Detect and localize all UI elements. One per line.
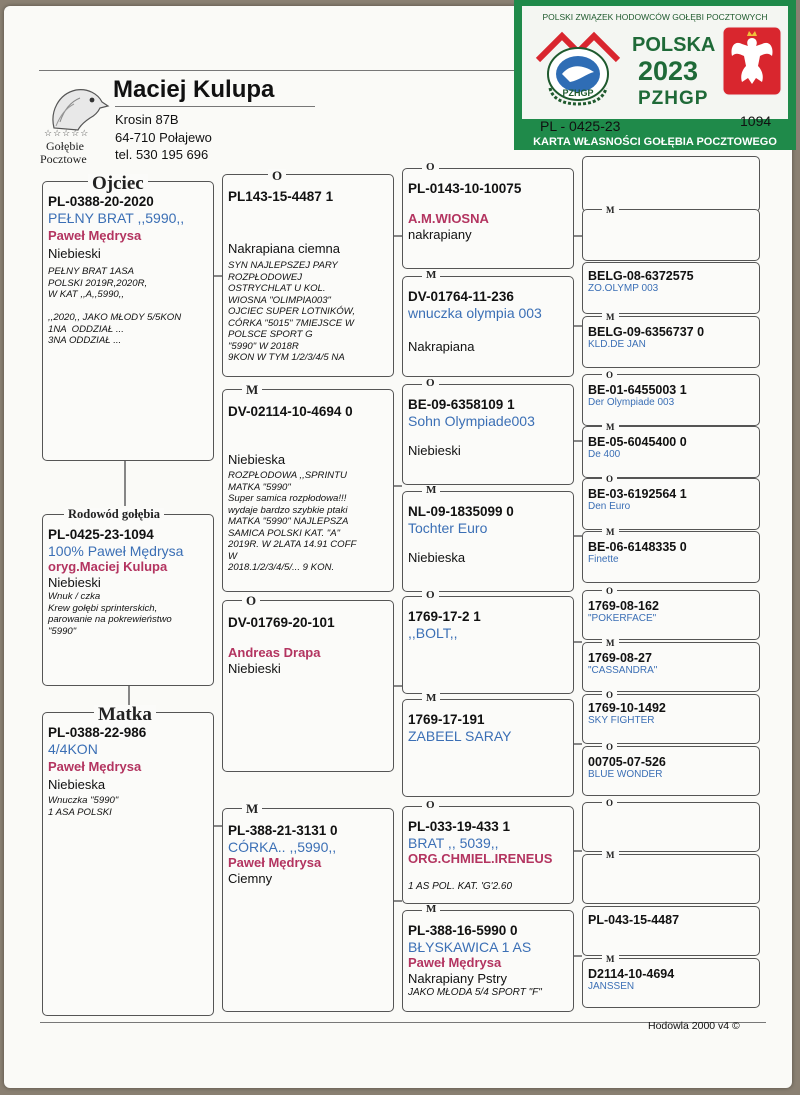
gen4-box-7[interactable] <box>582 478 760 530</box>
pedigree-card <box>4 6 792 1088</box>
gen2-mf-color: Niebieski <box>228 661 281 676</box>
gen4-label-11: O <box>602 691 617 700</box>
gen3-box-4[interactable] <box>402 491 574 592</box>
gen4-name-6: De 400 <box>588 449 621 460</box>
father-color: Niebieski <box>48 246 101 261</box>
mother-breeder: Paweł Mędrysa <box>48 759 142 774</box>
gen3-ring-8: PL-388-16-5990 0 <box>408 923 518 938</box>
gen3-color-4: Niebieska <box>408 550 466 565</box>
gen2-mm-color: Ciemny <box>228 871 273 886</box>
badge-org: POLSKI ZWIĄZEK HODOWCÓW GOŁĘBI POCZTOWYCH <box>542 12 768 22</box>
gen3-box-5[interactable] <box>402 596 574 694</box>
gen4-ring-3: BELG-08-6372575 <box>588 269 694 283</box>
gen2-mf-box[interactable] <box>222 600 394 772</box>
gen4-box-10[interactable] <box>582 642 760 692</box>
gen4-name-4: KLD.DE JAN <box>588 339 646 350</box>
gen2-mm-ring: PL-388-21-3131 0 <box>228 823 338 838</box>
gen2-fm-box[interactable] <box>222 389 394 592</box>
gen4-label-7: O <box>602 475 617 484</box>
gen4-box-8[interactable] <box>582 531 760 583</box>
gen4-label-13: O <box>602 799 617 808</box>
gen2-mf-ring: DV-01769-20-101 <box>228 615 335 630</box>
gen4-box-3[interactable] <box>582 262 760 314</box>
gen4-name-12: BLUE WONDER <box>588 769 663 780</box>
gen3-breeder-8: Paweł Mędrysa <box>408 955 502 970</box>
gen3-label-3: O <box>422 378 439 389</box>
father-line2: PEŁNY BRAT ,,5990,, <box>48 210 185 226</box>
gen2-mf-breeder: Andreas Drapa <box>228 645 321 660</box>
gen3-line2-5: ,,BOLT,, <box>408 625 458 641</box>
gen4-name-11: SKY FIGHTER <box>588 715 655 726</box>
gen3-label-1: O <box>422 162 439 173</box>
subject-color: Niebieski <box>48 575 101 590</box>
gen3-label-2: M <box>422 270 440 281</box>
gen3-line2-6: ZABEEL SARAY <box>408 728 512 744</box>
gen4-name-3: ZO.OLYMP 003 <box>588 283 659 294</box>
badge-year: 2023 <box>638 56 699 86</box>
badge-number: 1094 <box>740 113 772 129</box>
gen3-box-6[interactable] <box>402 699 574 797</box>
gen3-ring-6: 1769-17-191 <box>408 712 485 727</box>
owner-address2: 64-710 Połajewo <box>115 130 212 145</box>
gen4-ring-5: BE-01-6455003 1 <box>588 383 687 397</box>
gen4-ring-7: BE-03-6192564 1 <box>588 487 687 501</box>
gen2-mm-line2: CÓRKA.. ,,5990,, <box>228 839 337 855</box>
gen3-box-1[interactable] <box>402 168 574 269</box>
gen4-label-8: M <box>602 528 619 537</box>
subject-note: Wnuk / czka Krew gołębi sprinterskich, parowanie na pokrewieństwo "5990" <box>48 591 172 637</box>
gen3-note-8: JAKO MŁODA 5/4 SPORT "F" <box>408 987 542 998</box>
gen3-line2-8: BŁYSKAWICA 1 AS <box>408 939 532 955</box>
subject-box[interactable] <box>42 514 214 686</box>
gen3-color-8: Nakrapiany Pstry <box>408 971 507 986</box>
gen4-name-10: "CASSANDRA" <box>588 665 658 676</box>
gen3-box-8[interactable] <box>402 910 574 1012</box>
gen2-fm-color: Niebieska <box>228 452 286 467</box>
svg-text:PZHGP: PZHGP <box>562 88 594 98</box>
badge-short: PZHGP <box>638 88 709 109</box>
gen4-box-6[interactable] <box>582 426 760 478</box>
mother-line2: 4/4KON <box>48 741 98 757</box>
gen4-label-6: M <box>602 423 619 432</box>
gen4-box-15[interactable] <box>582 906 760 956</box>
gen4-box-1[interactable] <box>582 156 760 212</box>
badge-title: KARTA WŁASNOŚCI GOŁĘBIA POCZTOWEGO <box>533 136 777 148</box>
gen2-mm-label: M <box>242 802 262 815</box>
gen3-ring-1: PL-0143-10-10075 <box>408 181 522 196</box>
gen3-breeder-1: A.M.WIOSNA <box>408 211 489 226</box>
gen4-box-5[interactable] <box>582 374 760 426</box>
badge-ring: PL - 0425-23 <box>540 118 621 134</box>
gen3-color-3: Niebieski <box>408 443 461 458</box>
gen3-note-7: 1 AS POL. KAT. 'G'2.60 <box>408 881 513 892</box>
gen3-label-7: O <box>422 800 439 811</box>
logo-line2: Pocztowe <box>40 152 87 166</box>
gen3-label-8: M <box>422 904 440 915</box>
subject-line2: 100% Paweł Mędrysa <box>48 543 184 559</box>
father-label: Ojciec <box>88 174 148 193</box>
gen3-line2-3: Sohn Olympiade003 <box>408 413 535 429</box>
gen2-mf-label: O <box>242 594 260 607</box>
gen3-box-7[interactable] <box>402 806 574 904</box>
gen4-box-12[interactable] <box>582 746 760 796</box>
gen4-name-8: Finette <box>588 554 619 565</box>
gen4-box-13[interactable] <box>582 802 760 852</box>
gen2-ff-box[interactable] <box>222 174 394 377</box>
gen3-label-6: M <box>422 693 440 704</box>
logo-line1: Gołębie <box>46 139 84 153</box>
gen3-line2-4: Tochter Euro <box>408 520 488 536</box>
father-ring: PL-0388-20-2020 <box>48 194 154 209</box>
gen4-name-16: JANSSEN <box>588 981 635 992</box>
gen3-ring-2: DV-01764-11-236 <box>408 289 514 304</box>
gen3-label-4: M <box>422 485 440 496</box>
father-box[interactable] <box>42 181 214 461</box>
mother-ring: PL-0388-22-986 <box>48 725 147 740</box>
gen2-fm-label: M <box>242 383 262 396</box>
subject-line3: oryg.Maciej Kulupa <box>48 559 168 574</box>
gen3-line2-7: BRAT ,, 5039,, <box>408 835 499 851</box>
owner-address1: Krosin 87B <box>115 112 179 127</box>
gen3-label-5: O <box>422 590 439 601</box>
gen4-ring-12: 00705-07-526 <box>588 755 666 769</box>
mother-note: Wnuczka "5990" 1 ASA POLSKI <box>48 795 119 818</box>
father-breeder: Paweł Mędrysa <box>48 228 142 243</box>
gen4-box-4[interactable] <box>582 316 760 368</box>
gen2-fm-ring: DV-02114-10-4694 0 <box>228 404 353 419</box>
gen4-ring-4: BELG-09-6356737 0 <box>588 325 705 339</box>
gen2-mm-breeder: Paweł Mędrysa <box>228 855 322 870</box>
gen4-ring-9: 1769-08-162 <box>588 599 659 613</box>
gen4-label-12: O <box>602 743 617 752</box>
gen4-box-9[interactable] <box>582 590 760 640</box>
gen4-ring-6: BE-05-6045400 0 <box>588 435 687 449</box>
subject-ring: PL-0425-23-1094 <box>48 527 154 542</box>
gen4-box-2[interactable] <box>582 209 760 261</box>
gen4-name-5: Der Olympiade 003 <box>588 397 675 408</box>
gen4-label-14: M <box>602 851 619 860</box>
gen4-box-16[interactable] <box>582 958 760 1008</box>
owner-phone: tel. 530 195 696 <box>115 147 209 162</box>
gen3-line2-2: wnuczka olympia 003 <box>408 305 542 321</box>
gen3-box-2[interactable] <box>402 276 574 377</box>
gen4-label-16: M <box>602 955 619 964</box>
gen3-ring-3: BE-09-6358109 1 <box>408 397 515 412</box>
footer-text: Hodowla 2000 v4 © <box>648 1020 740 1032</box>
gen3-breeder-7: ORG.CHMIEL.IRENEUS <box>408 851 553 866</box>
badge-country: POLSKA <box>632 34 716 56</box>
gen3-box-3[interactable] <box>402 384 574 485</box>
gen3-color-1: nakrapiany <box>408 227 472 242</box>
mother-color: Niebieska <box>48 777 106 792</box>
gen4-ring-16: D2114-10-4694 <box>588 967 675 981</box>
owner-name: Maciej Kulupa <box>113 76 275 103</box>
pedigree-label: Rodowód gołębia <box>64 508 164 521</box>
gen4-label-4: M <box>602 313 619 322</box>
mother-box[interactable] <box>42 712 214 1016</box>
gen4-name-7: Den Euro <box>588 501 631 512</box>
gen4-label-9: O <box>602 587 617 596</box>
gen4-ring-10: 1769-08-27 <box>588 651 652 665</box>
gen2-ff-note: SYN NAJLEPSZEJ PARY ROZPŁODOWEJ OSTRYCHLAT U KOL. WIOSNA "OLIMPIA003" OJCIEC SUPER LOTNIKÓW, CÓRKA "5015" 7MIEJSCE W POLSCE SPORT G "5990" W 2018R 9KON W TYM 1/2/3/4/5 NA <box>228 260 356 363</box>
gen4-label-10: M <box>602 639 619 648</box>
gen4-box-11[interactable] <box>582 694 760 744</box>
father-note: PEŁNY BRAT 1ASA POLSKI 2019R,2020R, W KAT ,,A,,5990,, ,,2020,, JAKO MŁODY 5/5KON 1NA ODDZIAŁ ... 3NA ODDZIAŁ ... <box>48 266 182 346</box>
gen3-ring-7: PL-033-19-433 1 <box>408 819 511 834</box>
gen4-ring-15: PL-043-15-4487 <box>588 913 680 927</box>
mother-label: Matka <box>94 705 156 724</box>
gen2-mm-box[interactable] <box>222 808 394 1012</box>
gen4-ring-11: 1769-10-1492 <box>588 701 666 715</box>
gen4-ring-8: BE-06-6148335 0 <box>588 540 687 554</box>
gen2-fm-note: ROZPŁODOWA ,,SPRINTU MATKA "5990" Super samica rozpłodowa!!! wydaje bardzo szybkie ptaki MATKA "5990" NAJLEPSZA SAMICA POLSKI KAT. "A" 2019R. W 2LATA 14.91 COFF W 2018.1/2/3/4/5/... 9 KON. <box>228 470 357 573</box>
gen2-ff-color: Nakrapiana ciemna <box>228 241 341 256</box>
gen4-name-9: "POKERFACE" <box>588 613 657 624</box>
gen3-ring-4: NL-09-1835099 0 <box>408 504 514 519</box>
gen3-color-2: Nakrapiana <box>408 339 475 354</box>
gen4-label-2: M <box>602 206 619 215</box>
gen3-ring-5: 1769-17-2 1 <box>408 609 481 624</box>
gen2-ff-label: O <box>268 169 286 182</box>
gen4-label-5: O <box>602 371 617 380</box>
logo-stars: ☆☆☆☆☆ <box>44 128 90 138</box>
gen4-box-14[interactable] <box>582 854 760 904</box>
gen2-ff-ring: PL143-15-4487 1 <box>228 189 334 204</box>
